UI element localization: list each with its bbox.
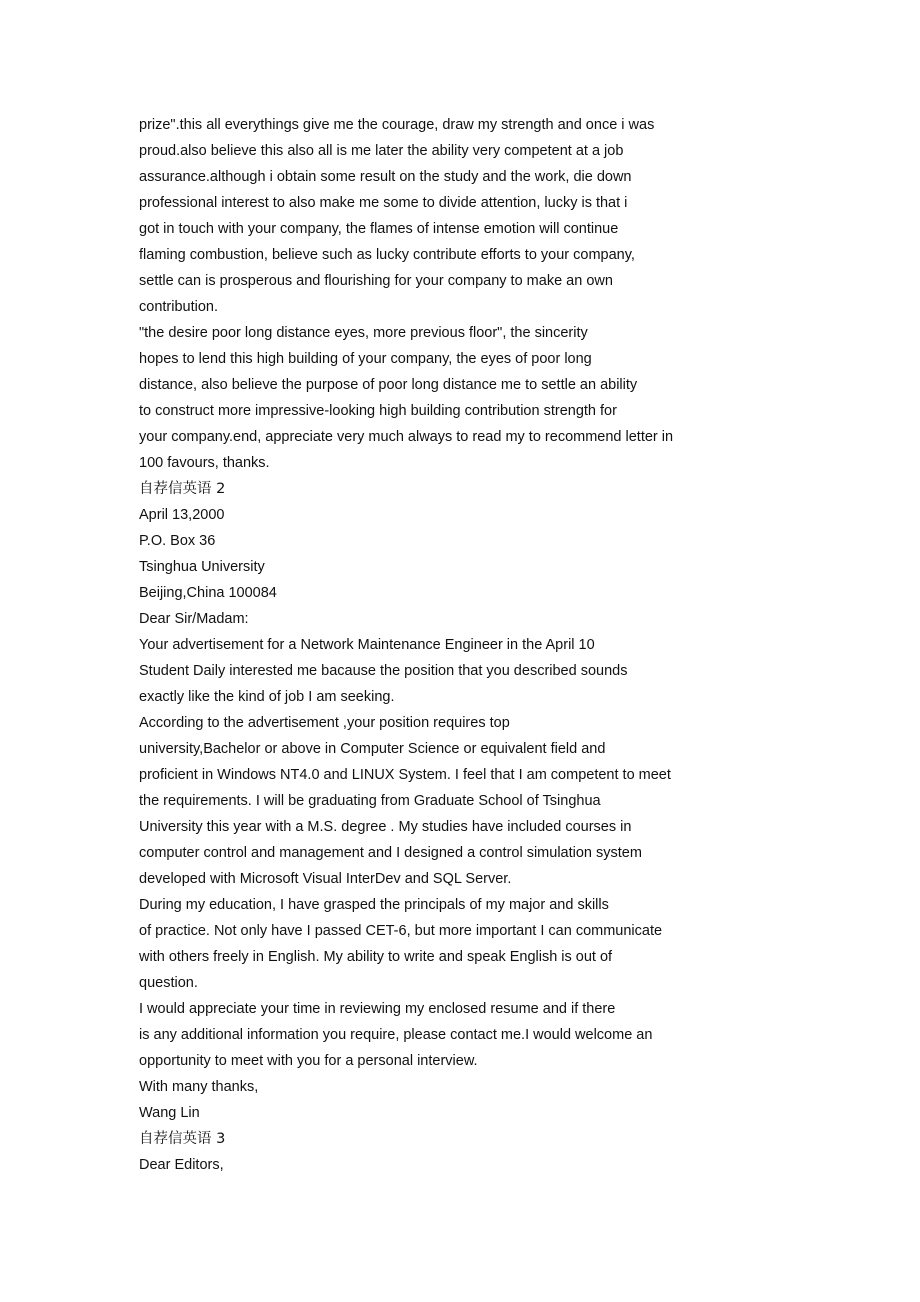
letter-date: April 13,2000 [139,507,225,523]
text-line: proud.also believe this also all is me later the ability very competent at a job [139,143,624,159]
text-line: prize".this all everythings give me the courage, draw my strength and once i was [139,117,655,133]
text-line: assurance.although i obtain some result on the study and the work, die down [139,169,632,185]
text-line: settle can is prosperous and flourishing for your company to make an own [139,273,613,289]
text-line: Your advertisement for a Network Maintenance Engineer in the April 10 [139,637,595,653]
text-line: During my education, I have grasped the principals of my major and skills [139,897,609,913]
section-heading: 自荐信英语 3 [139,1131,226,1147]
letter-signature: Wang Lin [139,1105,200,1121]
text-line: professional interest to also make me some to divide attention, lucky is that i [139,195,628,211]
address-line: P.O. Box 36 [139,533,216,549]
text-line: with others freely in English. My ability to write and speak English is out of [139,949,613,965]
text-line: of practice. Not only have I passed CET-6, but more important I can communicate [139,923,663,939]
text-line: 100 favours, thanks. [139,455,270,471]
text-line: University this year with a M.S. degree . My studies have included courses in [139,819,632,835]
letter-salutation: Dear Editors, [139,1157,224,1173]
text-line: flaming combustion, believe such as lucky contribute efforts to your company, [139,247,635,263]
text-line: is any additional information you require, please contact me.I would welcome an [139,1027,653,1043]
text-line: exactly like the kind of job I am seeking. [139,689,395,705]
text-line: Student Daily interested me bacause the position that you described sounds [139,663,628,679]
text-line: According to the advertisement ,your position requires top [139,715,510,731]
section-heading: 自荐信英语 2 [139,481,226,497]
text-line: computer control and management and I designed a control simulation system [139,845,642,861]
text-line: distance, also believe the purpose of poor long distance me to settle an ability [139,377,638,393]
text-line: the requirements. I will be graduating from Graduate School of Tsinghua [139,793,601,809]
address-line: Beijing,China 100084 [139,585,277,601]
text-line: got in touch with your company, the flames of intense emotion will continue [139,221,619,237]
text-line: contribution. [139,299,218,315]
text-line: to construct more impressive-looking high building contribution strength for [139,403,617,419]
text-line: proficient in Windows NT4.0 and LINUX System. I feel that I am competent to meet [139,767,671,783]
text-line: question. [139,975,198,991]
text-line: your company.end, appreciate very much always to read my to recommend letter in [139,429,674,445]
text-line: I would appreciate your time in reviewing my enclosed resume and if there [139,1001,616,1017]
document-body [139,112,739,1178]
text-line: "the desire poor long distance eyes, more previous floor", the sincerity [139,325,588,341]
text-line: opportunity to meet with you for a personal interview. [139,1053,478,1069]
address-line: Tsinghua University [139,559,265,575]
text-line: hopes to lend this high building of your company, the eyes of poor long [139,351,592,367]
text-line: university,Bachelor or above in Computer Science or equivalent field and [139,741,606,757]
letter-closing: With many thanks, [139,1079,259,1095]
letter-salutation: Dear Sir/Madam: [139,611,249,627]
text-line: developed with Microsoft Visual InterDev and SQL Server. [139,871,512,887]
